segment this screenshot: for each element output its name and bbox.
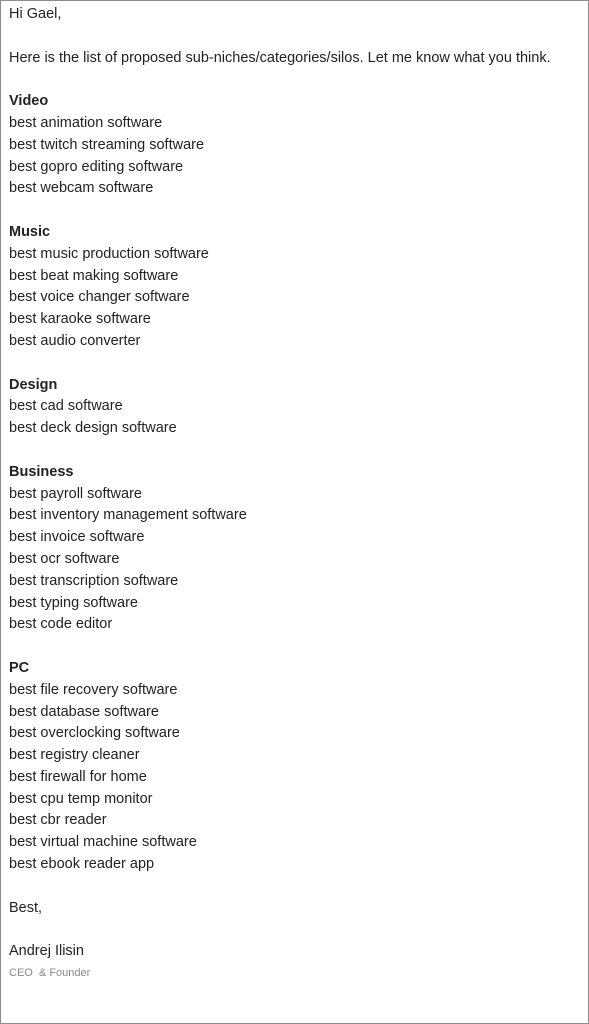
signature-name: Andrej Ilisin	[9, 943, 84, 960]
list-item: best registry cleaner	[9, 747, 140, 764]
list-item: best music production software	[9, 245, 209, 262]
spacer	[9, 636, 580, 658]
list-item: best beat making software	[9, 267, 179, 284]
list-item: best twitch streaming software	[9, 136, 205, 153]
spacer	[9, 69, 580, 91]
list-item: best code editor	[9, 616, 113, 633]
list-item: best webcam software	[9, 180, 154, 197]
spacer	[9, 353, 580, 375]
list-item: best ebook reader app	[9, 856, 155, 873]
category-heading: Business	[9, 463, 74, 480]
signature-title: CEO & Founder	[9, 967, 91, 980]
list-item: best voice changer software	[9, 289, 190, 306]
category-heading: Music	[9, 223, 51, 240]
category-section-business	[9, 462, 580, 636]
greeting: Hi Gael,	[9, 6, 62, 22]
list-item: best gopro editing software	[9, 158, 184, 175]
list-item: best file recovery software	[9, 681, 178, 698]
spacer	[9, 919, 580, 941]
category-heading: Design	[9, 376, 58, 393]
list-item: best cad software	[9, 398, 123, 415]
spacer	[9, 200, 580, 222]
list-item: best deck design software	[9, 420, 177, 437]
category-section-music	[9, 222, 580, 353]
list-item: best database software	[9, 703, 159, 720]
list-item: best firewall for home	[9, 768, 147, 785]
list-item: best overclocking software	[9, 725, 180, 742]
list-item: best cpu temp monitor	[9, 790, 153, 807]
category-heading: PC	[9, 659, 30, 676]
list-item: best inventory management software	[9, 507, 247, 524]
list-item: best transcription software	[9, 572, 179, 589]
list-item: best animation software	[9, 114, 163, 131]
intro-text: Here is the list of proposed sub-niches/categories/silos. Let me know what you think.	[9, 49, 551, 66]
list-item: best typing software	[9, 594, 138, 611]
email-content	[9, 4, 580, 981]
category-section-video	[9, 91, 580, 200]
spacer	[9, 26, 580, 48]
list-item: best virtual machine software	[9, 834, 197, 851]
list-item: best audio converter	[9, 332, 141, 349]
category-section-design	[9, 375, 580, 440]
list-item: best ocr software	[9, 550, 120, 567]
category-list	[9, 91, 580, 876]
list-item: best karaoke software	[9, 311, 151, 328]
category-section-pc	[9, 658, 580, 876]
list-item: best invoice software	[9, 529, 145, 546]
list-item: best payroll software	[9, 485, 142, 502]
list-item: best cbr reader	[9, 812, 107, 829]
category-heading: Video	[9, 93, 49, 110]
spacer	[9, 440, 580, 462]
closing: Best,	[9, 899, 43, 916]
spacer	[9, 876, 580, 898]
